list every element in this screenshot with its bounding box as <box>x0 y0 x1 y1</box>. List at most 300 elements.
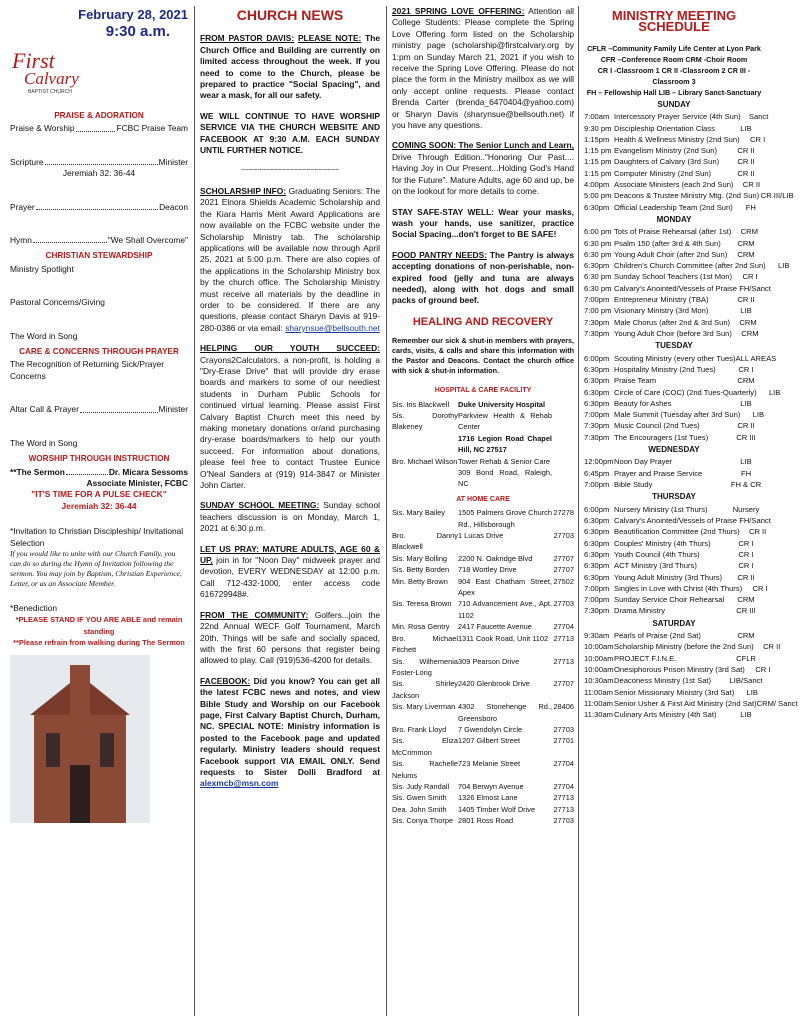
meeting-name: PROJECT F.I.N.E. <box>614 653 677 663</box>
meeting-name: Calvary's Anointed/Vessels of Praise <box>614 516 738 526</box>
schedule-row <box>584 375 764 386</box>
member-name: Sis. Wilhemenia Foster-Long <box>392 656 458 677</box>
meeting-room: Sanct <box>748 112 769 122</box>
member-address: 1311 Cook Road, Unit 1102 <box>458 633 549 643</box>
church-news-column <box>200 6 380 1018</box>
healing-note: Remember our sick & shut-in members with prayers, cards, visits, & calls and share this information with the Pastor and Deacons. Contact the church office with sick & shut-in information. <box>392 336 574 376</box>
care-row <box>392 678 574 701</box>
schedule-row <box>584 249 764 260</box>
meeting-time: 6:45pm <box>584 468 610 478</box>
order-item: Scripture Minister <box>10 156 188 167</box>
care-row <box>392 467 574 490</box>
meeting-room: CR II <box>737 572 755 582</box>
order-of-worship-column <box>10 6 188 1018</box>
order-item: Hymn "We Shall Overcome" <box>10 235 188 246</box>
meeting-name: Couples' Ministry (4th Thurs) <box>614 538 711 548</box>
member-zip: 27703 <box>553 599 574 609</box>
member-address: 704 Berwyn Avenue <box>458 781 524 791</box>
member-name: Sis. Mary Bailey <box>392 508 445 518</box>
schedule-row <box>584 398 764 409</box>
schedule-row <box>584 515 771 526</box>
schedule-row <box>584 630 764 641</box>
meeting-time: 6:30pm <box>584 398 610 408</box>
news-text: STAY SAFE-STAY WELL: Wear your masks, wash your hands, use sanitizer, practice Social Spacing...don't forget to BE SAFE! <box>392 206 574 240</box>
meeting-time: 6:30pm <box>584 202 610 212</box>
member-name: Sis. Dorothy Blakeney <box>392 410 458 432</box>
order-item: Altar Call & Prayer Minister <box>10 404 188 415</box>
meeting-time: 7:00pm <box>584 583 610 593</box>
schedule-row <box>584 409 764 420</box>
meeting-time: 1:15 pm <box>584 146 612 156</box>
meeting-room: CR I <box>755 665 771 675</box>
meeting-name: Calvary's Anointed/Vessels of Praise <box>614 283 738 293</box>
meeting-name: Pearls of Praise (2nd Sat) <box>614 631 701 641</box>
column-divider <box>386 6 387 1016</box>
schedule-row <box>584 664 771 675</box>
meeting-room: CRM <box>737 238 755 248</box>
meeting-room: LIB <box>740 306 752 316</box>
meeting-time: 9:30 pm <box>584 123 612 133</box>
meeting-name: Official Leadership Team (2nd Sun) <box>614 202 733 212</box>
meeting-room: LIB <box>752 410 765 420</box>
meeting-time: 12:00pm <box>584 457 614 467</box>
schedule-row <box>584 156 764 167</box>
meeting-time: 6:30 pm <box>584 238 612 248</box>
meeting-room: CR II <box>737 168 755 178</box>
member-address: 723 Melanie Street <box>458 759 521 769</box>
meeting-name: Prayer and Praise Service <box>614 468 703 478</box>
member-zip: 27704 <box>553 781 574 791</box>
meeting-time: 7:30pm <box>584 317 610 327</box>
meeting-room: CR II <box>737 421 755 431</box>
schedule-row <box>584 145 764 156</box>
schedule-row <box>584 504 764 515</box>
meeting-name: The Encouragers (1st Tues) <box>614 432 709 442</box>
meeting-room: CFLR <box>736 653 756 663</box>
service-time: 9:30 a.m. <box>105 23 170 40</box>
member-name: Sis. Eliza McCrimmon <box>392 736 458 757</box>
schedule-row <box>584 605 764 616</box>
meeting-time: 6:00 pm <box>584 227 612 237</box>
meeting-room: CRM <box>737 376 755 386</box>
member-address: 1716 Legion Road Chapel Hill, NC 27517 <box>458 433 552 455</box>
schedule-row <box>584 560 764 571</box>
order-item: **The Sermon Dr. Micara Sessoms <box>10 466 188 477</box>
meeting-room: CR II <box>737 295 755 305</box>
meeting-room: CRM <box>740 227 758 237</box>
meeting-name: Drama Ministry <box>614 606 666 616</box>
member-name: Dea. John Smith <box>392 804 447 814</box>
member-zip <box>552 399 574 410</box>
meeting-time: 6:30pm <box>584 538 610 548</box>
member-address: 309 Pearson Drive <box>458 656 520 666</box>
column-divider <box>578 6 579 1016</box>
legend-line: CFLR –Community Family Life Center at Lyon Park <box>587 43 761 53</box>
meeting-room: CR I <box>738 538 754 548</box>
member-name: Bro. Danny Blackwell <box>392 531 458 552</box>
meeting-room: FH & CR <box>730 480 762 490</box>
section-heading: WORSHIP THROUGH INSTRUCTION <box>28 454 170 464</box>
care-row <box>392 399 574 410</box>
member-name: Sis. Iris Blackwell <box>392 399 450 409</box>
care-row <box>392 456 574 467</box>
legend-line: CFR –Conference Room CRM -Choir Room <box>600 54 748 64</box>
svg-text:First: First <box>12 48 55 73</box>
schedule-row <box>584 226 764 237</box>
schedule-row <box>584 526 767 537</box>
room-legend <box>584 43 764 98</box>
schedule-row <box>584 260 790 271</box>
section-title: HEALING AND RECOVERY <box>412 315 554 328</box>
meeting-time: 6:00pm <box>584 504 610 514</box>
care-row <box>392 735 574 758</box>
care-row <box>392 507 574 530</box>
meeting-time: 6:30pm <box>584 376 610 386</box>
day-heading: MONDAY <box>656 214 692 224</box>
meeting-name: Health & Wellness Ministry (2nd Sun) <box>614 134 740 144</box>
order-item: Pastoral Concerns/Giving <box>10 297 105 308</box>
day-heading: TUESDAY <box>655 341 693 351</box>
meeting-room: CRM <box>737 249 755 259</box>
member-name <box>392 467 458 490</box>
member-address: 1326 Elmost Lane <box>458 793 518 803</box>
care-row <box>392 792 574 803</box>
meeting-name: Music Council (2nd Tues) <box>614 421 700 431</box>
member-name: Min. Betty Brown <box>392 576 448 586</box>
meeting-name: Young Adult Ministry (3rd Thurs) <box>614 572 723 582</box>
meeting-room: CR III/LIB <box>760 191 794 201</box>
member-name: Bro. Frank Lloyd <box>392 724 447 734</box>
meeting-name: Onesiphorous Prison Ministry (3rd Sat) <box>614 665 745 675</box>
schedule-row <box>584 675 764 686</box>
meeting-time: 6:30 pm <box>584 249 612 259</box>
meeting-time: 6:00pm <box>584 353 610 363</box>
section-heading: PRAISE & ADORATION <box>54 111 144 120</box>
meeting-room: CR II <box>748 527 767 537</box>
meeting-room: CR III <box>736 606 756 616</box>
schedule-row <box>584 123 764 134</box>
legend-line: FH – Fellowship Hall LIB – Library Sanct-Sanctuary <box>586 87 762 97</box>
news-lead: HELPING OUR YOUTH SUCCEED: <box>200 343 380 354</box>
meeting-room: CRM <box>741 328 759 338</box>
schedule-row <box>584 111 769 122</box>
member-name: Sis. Shirley Jackson <box>392 679 458 700</box>
meeting-name: Scholarship Ministry (before the 2nd Sun) <box>614 642 754 652</box>
care-row <box>392 553 574 564</box>
member-address: 1405 Timber Wolf Drive <box>458 804 536 814</box>
sermon-title: "IT'S TIME FOR A PULSE CHECK" <box>31 489 167 500</box>
meeting-room: FH/Sanct <box>739 283 771 293</box>
member-address: 4302 Stonehenge Rd., Greensboro <box>458 702 552 723</box>
news-text: Drive Through Edition.."Honoring Our Past.... Having Joy in Our Present...Holding God's Hand for the Future". Mature Adults, age 60 and up, be on the lookout for more details to come. <box>392 151 574 197</box>
news-lead: SUNDAY SCHOOL MEETING: <box>200 500 320 511</box>
meeting-name: Deaconess Ministry (1st Sat) <box>614 676 712 686</box>
schedule-row <box>584 364 764 375</box>
meeting-time: 6:30pm <box>584 549 610 559</box>
meeting-time: 11:30am <box>584 710 613 720</box>
meeting-name: Sunday Service Choir Rehearsal <box>614 595 725 605</box>
member-address: 2200 N. Oakridge Blvd <box>458 553 533 563</box>
member-address: 1207 Gilbert Street <box>458 736 521 746</box>
news-text: Crayons2Calculators, a non-profit, is holding a "Dry-Erase Drive" that will provide dry erase boards and markers to some of our neediest students in Durham Public Schools for continued virtual learning. Please assist First Calvary Baptist Church meet this need by making monetary donations or/and purchasing dry-erase boards/markers to help our youth succeed. For information about donations, please feel free to contact Trustee Eunice O'Neal Sanders at (919) 914-3847 or Minister John Carter. <box>200 354 380 491</box>
schedule-row <box>584 238 764 249</box>
schedule-row <box>584 687 764 698</box>
member-address: 1505 Palmers Grove Church Rd., Hillsborough <box>458 508 552 529</box>
member-name: Sis. Mary Bolling <box>392 553 448 563</box>
email-link[interactable]: sharynsue@bellsouth.net <box>285 322 380 333</box>
news-lead: LET US PRAY: MATURE ADULTS, AGE 60 & UP, <box>200 543 380 566</box>
news-healing-column <box>392 6 574 1018</box>
meeting-name: Culinary Arts Ministry (4th Sat) <box>614 710 717 720</box>
meeting-time: 9:30am <box>584 631 610 641</box>
svg-text:BAPTIST CHURCH: BAPTIST CHURCH <box>28 89 72 95</box>
news-lead: FACEBOOK: <box>200 675 251 686</box>
meeting-time: 7:30pm <box>584 606 610 616</box>
meeting-time: 7:00pm <box>584 480 610 490</box>
meeting-name: Male Summit (Tuesday after 3rd Sun) <box>614 410 741 420</box>
member-name: Sis. Mary Liverman <box>392 702 456 712</box>
schedule-row <box>584 353 777 364</box>
schedule-row <box>584 168 764 179</box>
member-zip: 27707 <box>553 679 574 689</box>
church-building-photo <box>10 655 150 823</box>
schedule-list <box>584 99 798 721</box>
member-zip: 27701 <box>553 736 574 746</box>
member-zip: 27278 <box>553 508 574 518</box>
meeting-time: 10:00am <box>584 665 614 675</box>
meeting-name: Young Adult Choir (before 3rd Sun) <box>614 328 732 338</box>
day-heading: THURSDAY <box>652 492 696 502</box>
meeting-name: Youth Council (4th Thurs) <box>614 549 700 559</box>
meeting-room: LIB <box>746 687 758 697</box>
refrain-note: **Please refrain from walking during The Sermon <box>13 638 185 648</box>
member-name: Sis. Conya Thorpe <box>392 816 454 826</box>
member-name: Sis. Rachelle Nelums <box>392 759 458 780</box>
care-row <box>392 621 574 632</box>
meeting-name: Senior Missionary Ministry (3rd Sat) <box>614 687 735 697</box>
news-text: Graduating Seniors: The 2021 Elnora Shields Academic Scholarship and the Kiara Harris Merit Award Applications are now available on the FCBC website under the Scholarship Ministry tab. The scholarship applications will be available now through April 25, 2021 at 5:00 p.m. There are also copies of the applications in the Scholarship Ministry box by the church office. The Scholarship Ministry must receive all materials by the deadline in order to be considered. If there are any questions, please contact Sharyn Davis at 919-280-0386 or via email: <box>200 185 380 333</box>
member-name: Sis. Betty Borden <box>392 565 450 575</box>
news-text: join in for "Noon Day" midweek prayer and devotion, EVERY WEDNESDAY at 12:00 p.m. Call 712-432-1000, enter access code 616729948#. <box>200 555 380 600</box>
meeting-time: 6:30pm <box>584 516 610 526</box>
order-item: *Benediction <box>10 602 58 613</box>
schedule-row <box>584 432 764 443</box>
member-name: Sis. Gwen Smith <box>392 793 447 803</box>
schedule-row <box>584 202 764 213</box>
meeting-name: Sunday School Teachers (1st Mon) <box>614 272 733 282</box>
care-row <box>392 576 574 599</box>
meeting-time: 1:15 pm <box>584 168 612 178</box>
order-item: Prayer Deacon <box>10 201 188 212</box>
service-date: February 28, 2021 <box>78 7 188 22</box>
meeting-room: CRM <box>737 595 755 605</box>
meeting-room: CR I <box>738 549 754 559</box>
schedule-row <box>584 594 764 605</box>
meeting-name: Circle of Care (COC) (2nd Tues-Quarterly) <box>614 387 757 397</box>
news-text: The Church Office and Building are currently on limited access throughout the week. If you need to come to the Church, please be prepared to practice "Social Spacing", and wear a mask, for all our safety. <box>200 33 381 101</box>
divider-text: ~~~~~~~~~~~~~~~~~~~~~~~~ <box>240 167 340 175</box>
meeting-name: Male Chorus (after 2nd & 3rd Sun) <box>614 317 731 327</box>
meeting-name: Hospitality Ministry (2nd Tues) <box>614 364 716 374</box>
meeting-room: CR II <box>742 180 761 189</box>
meeting-name: Singles in Love with Christ (4th Thurs) <box>614 583 743 593</box>
meeting-time: 7:30pm <box>584 421 610 431</box>
meeting-room: ALL AREAS <box>735 353 777 363</box>
scripture-ref: Jeremiah 32: 36-44 <box>62 168 136 179</box>
schedule-row <box>584 698 798 709</box>
member-zip: 27703 <box>553 531 574 541</box>
order-item: The Recognition of Returning Sick/Prayer Concerns <box>10 359 165 381</box>
meeting-room: CR II <box>737 157 755 167</box>
schedule-row <box>584 538 764 549</box>
preacher-role: Associate Minister, FCBC <box>86 477 188 488</box>
meeting-name: Computer Ministry (2nd Sun) <box>614 168 712 178</box>
meeting-name: Entrepreneur Ministry (TBA) <box>614 295 709 305</box>
meeting-name: Nursery Ministry (1st Thurs) <box>614 504 708 514</box>
member-address: 904 East Chatham Street, Apex <box>458 576 552 598</box>
schedule-row <box>584 328 764 339</box>
meeting-name: Young Adult Choir (after 2nd Sun) <box>614 249 728 259</box>
facility-list <box>392 399 574 490</box>
section-title: CHURCH NEWS <box>236 7 344 23</box>
member-name: Bro. Michael Fitchett <box>392 633 458 655</box>
member-address: Parkview Health & Rehab Center <box>458 410 552 432</box>
meeting-time: 10:30am <box>584 676 614 686</box>
news-lead: PLEASE NOTE: <box>297 33 362 44</box>
meeting-time: 11:00am <box>584 687 613 697</box>
meeting-name: ACT Ministry (3rd Thurs) <box>614 561 697 571</box>
care-row <box>392 410 574 433</box>
news-lead: FROM THE COMMUNITY: <box>200 609 309 620</box>
news-text: WE WILL CONTINUE TO HAVE WORSHIP SERVICE VIA THE CHURCH WEBSITE AND FACEBOOK AT 9:30 A.M. EACH SUNDAY UNTIL FURTHER NOTICE. <box>200 110 380 156</box>
member-name: Sis. Teresa Brown <box>392 599 452 609</box>
care-row <box>392 633 574 656</box>
news-text: Golfers...join the 22nd Annual WECF Golf Tournament, March 20th. Things will be safe and socially spaced, with the first 60 persons that register being allowed to play. Call (919)536-4200 for details. <box>200 609 380 666</box>
meeting-time: 6:30pm <box>584 572 610 582</box>
meeting-time: 4:00pm <box>584 180 610 189</box>
meeting-name: Associate Ministers (each 2nd Sun) <box>614 180 734 189</box>
section-heading: HOSPITAL & CARE FACILITY <box>434 387 532 395</box>
member-zip <box>552 410 574 433</box>
svg-text:Calvary: Calvary <box>24 69 79 88</box>
meeting-room: CRM/ Sanct <box>756 698 798 708</box>
section-title: MINISTRY MEETING SCHEDULE <box>611 8 737 35</box>
member-name <box>392 433 458 456</box>
care-row <box>392 530 574 553</box>
meeting-time: 10:00am <box>584 642 614 652</box>
care-row <box>392 815 574 826</box>
meeting-time: 6:30pm <box>584 527 610 537</box>
meeting-room: CR I <box>738 364 754 374</box>
member-zip: 27713 <box>553 793 574 803</box>
schedule-row <box>584 283 771 294</box>
meeting-time: 5:00 pm <box>584 191 612 201</box>
meeting-time: 7:00am <box>584 112 610 122</box>
meeting-time: 6:30pm <box>584 561 610 571</box>
schedule-row <box>584 294 764 305</box>
member-address: Tower Rehab & Senior Care <box>458 456 551 466</box>
meeting-time: 6:30pm <box>584 387 610 397</box>
meeting-name: Scouting Ministry (every other Tues) <box>614 353 736 363</box>
schedule-row <box>584 583 768 594</box>
meeting-name: Discipleship Orientation Class <box>614 123 715 133</box>
news-text: Did you know? You can get all the latest FCBC news and notes, and view Bible Study and Worship on our Facebook page, First Calvary Baptist Church, Durham, NC. SPECIAL NOTE: Ministry information is posted to the Facebook page and updated regularly. Ministry leaders should request Facebook support VIA EMAIL ONLY. Send requests to Sister Dolli Bradford at <box>200 675 380 777</box>
member-zip: 27703 <box>553 816 574 826</box>
meeting-time: 1:15pm <box>584 134 610 144</box>
meeting-name: Evangelism Ministry (2nd Sun) <box>614 146 717 156</box>
member-name: Min. Rosa Gentry <box>392 622 450 632</box>
meeting-name: Senior Usher & First Aid Ministry (2nd Sat) <box>614 698 757 708</box>
column-divider <box>194 6 195 1016</box>
member-address: 2417 Faucette Avenue <box>458 622 532 632</box>
meeting-name: Noon Day Prayer <box>614 457 673 467</box>
section-heading: CHRISTIAN STEWARDSHIP <box>45 251 153 261</box>
meeting-room: FH <box>740 468 752 478</box>
schedule-row <box>584 653 764 664</box>
member-zip: 27707 <box>553 553 574 563</box>
schedule-row <box>584 641 781 652</box>
member-zip: 27713 <box>553 804 574 814</box>
member-address: 1 Lucas Drive <box>458 531 504 541</box>
home-care-list <box>392 507 574 826</box>
care-row <box>392 804 574 815</box>
schedule-row <box>584 190 794 201</box>
meeting-time: 7:00pm <box>584 295 610 305</box>
schedule-row <box>584 456 764 467</box>
care-row <box>392 724 574 735</box>
meeting-time: 7:00pm <box>584 595 610 605</box>
invitation-note: If you would like to unite with our Church Family, you can do so during the Hymn of Invitation following the sermon. You may join by Baptism, Christian Experience, Letter, or as an Associate Member. <box>10 548 182 588</box>
day-heading: WEDNESDAY <box>648 445 700 455</box>
member-zip <box>552 456 574 467</box>
schedule-row <box>584 271 764 282</box>
meeting-name: Bible Study <box>614 480 653 490</box>
meeting-room: CRM <box>739 317 757 327</box>
member-name: Bro. Michael Wilson <box>392 456 458 466</box>
member-address: 718 Wortley Drive <box>458 565 517 575</box>
meeting-time: 6:30pm <box>584 261 610 271</box>
day-heading: SATURDAY <box>652 618 696 628</box>
schedule-row <box>584 572 764 583</box>
news-lead: FOOD PANTRY NEEDS: <box>392 249 487 260</box>
meeting-room: FH <box>745 202 756 212</box>
news-lead: 2021 SPRING LOVE OFFERING: <box>392 6 525 16</box>
email-link[interactable]: alexmcb@msn.com <box>200 778 279 789</box>
schedule-row <box>584 709 764 720</box>
meeting-room: CR II <box>737 146 755 156</box>
care-row <box>392 564 574 575</box>
meeting-time: 6:30 pm <box>584 283 612 293</box>
meeting-room: CR III <box>736 432 756 442</box>
member-address: 710 Advancement Ave., Apt. 1102 <box>458 599 552 620</box>
ministry-schedule-column <box>584 6 798 1018</box>
member-zip: 28406 <box>553 702 574 712</box>
meeting-time: 1:15 pm <box>584 157 612 167</box>
meeting-time: 10:00am <box>584 653 614 663</box>
member-zip: 27707 <box>553 565 574 575</box>
meeting-name: Daughters of Calvary (3rd Sun) <box>614 157 720 167</box>
meeting-time: 6:30 pm <box>584 272 612 282</box>
meeting-time: 7:30pm <box>584 432 610 442</box>
news-lead: FROM PASTOR DAVIS: <box>200 33 295 44</box>
meeting-room: CR I <box>752 583 768 593</box>
member-address: 7 Gwendolyn Circle <box>458 724 523 734</box>
church-logo <box>10 36 96 96</box>
schedule-row <box>584 420 764 431</box>
meeting-name: Psalm 150 (after 3rd & 4th Sun) <box>614 238 721 248</box>
schedule-row <box>584 549 764 560</box>
member-zip: 27502 <box>553 576 574 586</box>
